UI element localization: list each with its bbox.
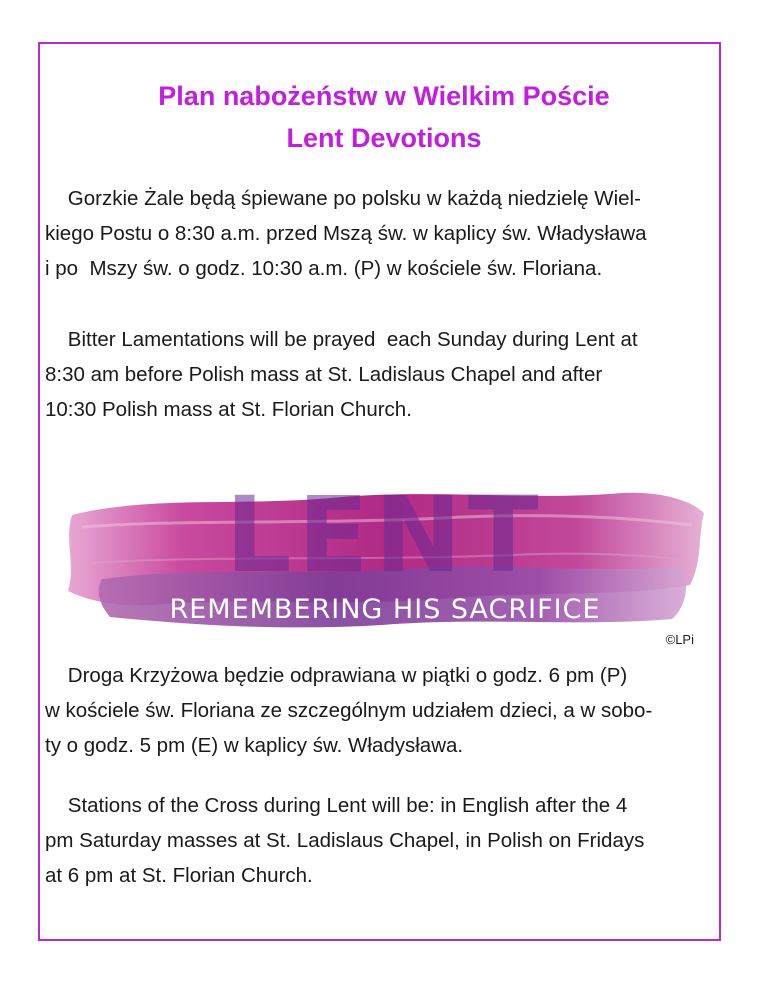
paragraph-line: i po Mszy św. o godz. 10:30 a.m. (P) w kościele św. Floriana. (45, 257, 603, 280)
paragraph-line: Gorzkie Żale będą śpiewane po polsku w każdą niedzielę Wiel- (45, 187, 641, 210)
paragraph-line: kiego Postu o 8:30 a.m. przed Mszą św. w kaplicy św. Władysława (45, 222, 647, 245)
lent-banner-graphic (62, 467, 708, 652)
stations-polish-paragraph (45, 658, 717, 763)
bitter-lamentations-english-paragraph (45, 322, 717, 427)
paragraph-line: Bitter Lamentations will be prayed each Sunday during Lent at (45, 328, 638, 351)
lent-word: LENT (225, 474, 545, 596)
banner-subtitle: REMEMBERING HIS SACRIFICE (169, 594, 601, 625)
paragraph-line: w kościele św. Floriana ze szczególnym udziałem dzieci, a w sobo- (45, 699, 653, 722)
paragraph-line: Droga Krzyżowa będzie odprawiana w piątki o godz. 6 pm (P) (45, 664, 628, 687)
paragraph-line: 8:30 am before Polish mass at St. Ladislaus Chapel and after (45, 363, 603, 386)
bitter-lamentations-polish-paragraph (45, 181, 717, 286)
paragraph-line: ty o godz. 5 pm (E) w kaplicy św. Władysława. (45, 734, 464, 757)
stations-english-paragraph (45, 788, 717, 893)
lent-banner-image (62, 467, 708, 652)
banner-credit: ©LPi (665, 632, 694, 647)
paragraph-line: pm Saturday masses at St. Ladislaus Chapel, in Polish on Fridays (45, 829, 645, 852)
page-title-english: Lent Devotions (286, 123, 482, 153)
paragraph-line: at 6 pm at St. Florian Church. (45, 864, 313, 887)
page-title-polish: Plan nabożeństw w Wielkim Poście (158, 81, 610, 111)
paragraph-line: Stations of the Cross during Lent will be: in English after the 4 (45, 794, 628, 817)
paragraph-line: 10:30 Polish mass at St. Florian Church. (45, 398, 412, 421)
